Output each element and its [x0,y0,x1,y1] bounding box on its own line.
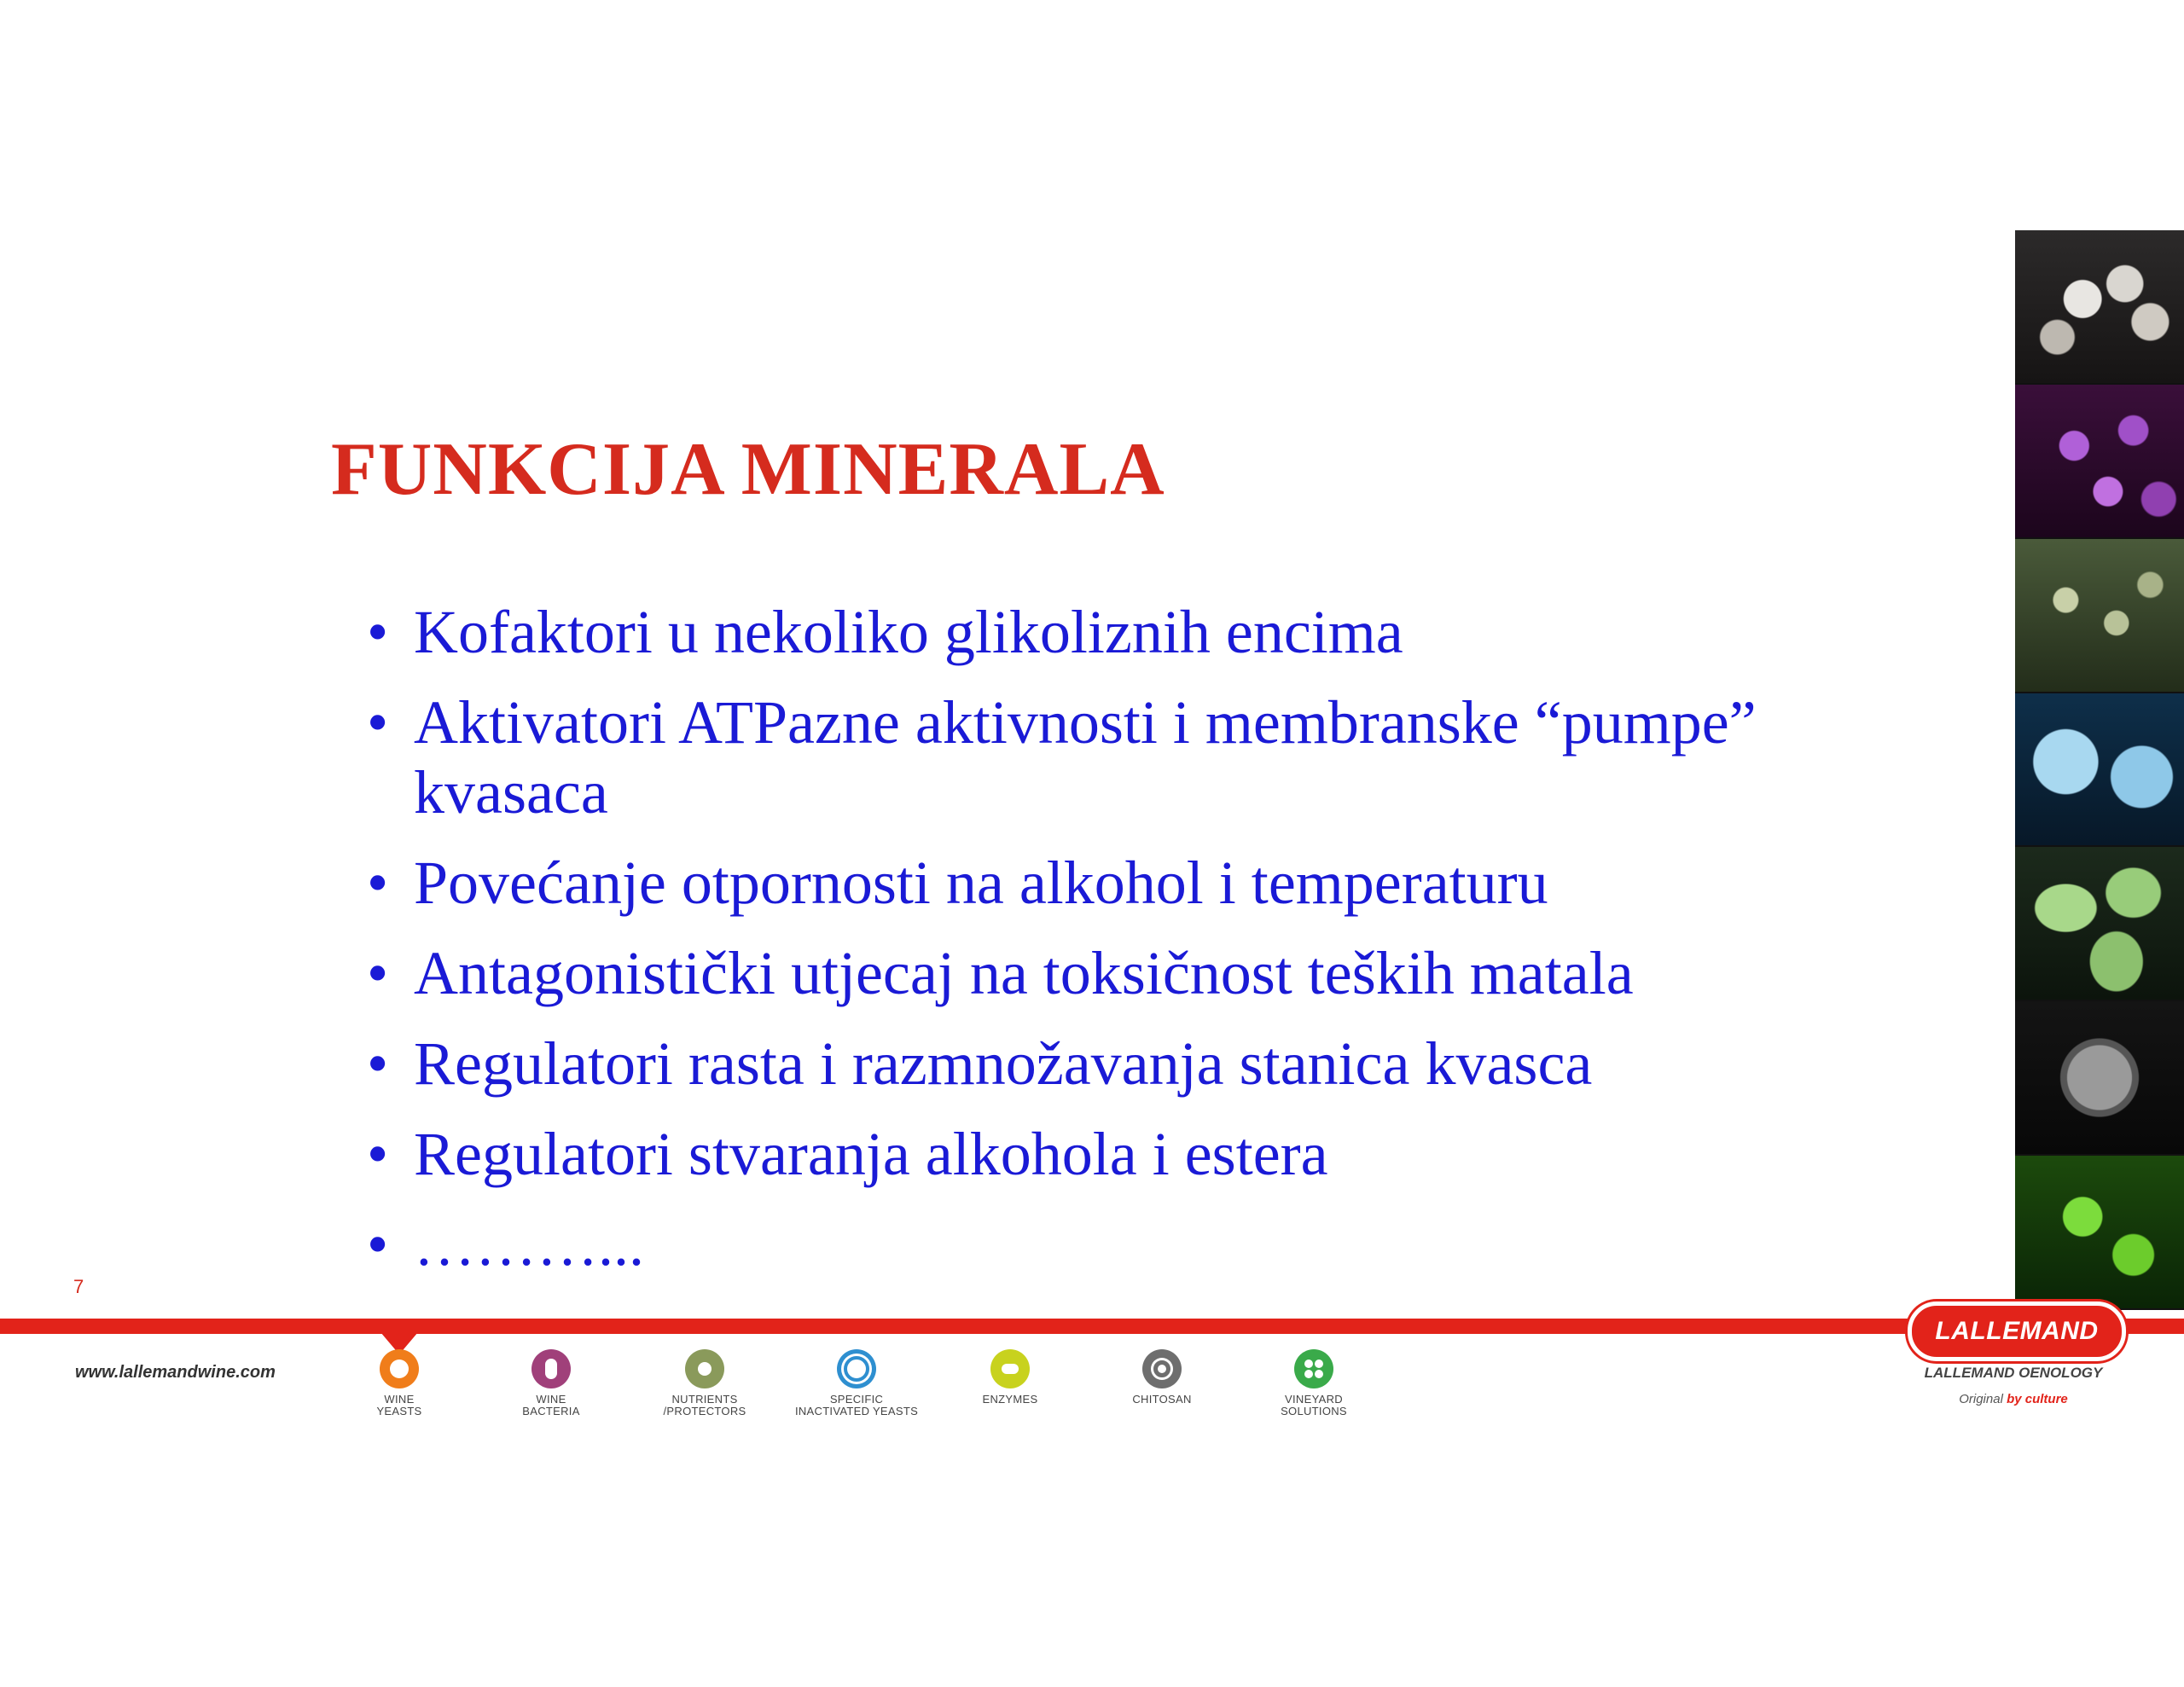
green-leaf-image [2015,1156,2184,1310]
brand-subtitle: LALLEMAND OENOLOGY [1924,1365,2103,1381]
vineyard-icon [1294,1349,1333,1388]
product-wine-bacteria[interactable]: WINE BACTERIA [483,1349,619,1417]
bullet-text: Antagonistički utjecaj na toksičnost teških matala [414,939,1634,1007]
list-item: • Regulatori rasta i razmnožavanja stanica kvasca [367,1029,1593,1098]
yeast-cells-image [2015,230,2184,385]
product-nutrients[interactable]: NUTRIENTS /PROTECTORS [636,1349,773,1417]
bullet-text: Povećanje otpornosti na alkohol i temperaturu [414,849,1548,917]
website-link[interactable]: www.lallemandwine.com [75,1363,276,1382]
list-item: • Kofaktori u nekoliko glikoliznih encima [367,598,1403,666]
list-item: • Antagonistički utjecaj na toksičnost teških matala [367,939,1634,1007]
bullet-text: ………... [414,1210,644,1278]
bullet-text: Aktivatori ATPazne aktivnosti i membranske “pumpe” kvasaca [414,688,1757,826]
lallemand-logo: LALLEMAND [1908,1301,2126,1361]
purple-cells-image [2015,385,2184,539]
blue-cells-image [2015,693,2184,848]
spiky-particle-image [2015,1001,2184,1156]
footer-band [0,1319,2184,1334]
bullet-text: Kofaktori u nekoliko glikoliznih encima [414,598,1403,666]
green-discs-image [2015,847,2184,1001]
nutrients-icon [685,1349,724,1388]
page-number: 7 [73,1276,84,1297]
bullet-text: Regulatori rasta i razmnožavanja stanica kvasca [414,1029,1593,1098]
wine-yeasts-icon [380,1349,419,1388]
product-enzymes[interactable]: ENZYMES [942,1349,1078,1406]
product-wine-yeasts[interactable]: WINE YEASTS [331,1349,468,1417]
product-inactivated-yeasts[interactable]: SPECIFIC INACTIVATED YEASTS [788,1349,925,1417]
bullet-text: Regulatori stvaranja alkohola i estera [414,1120,1328,1188]
enzymes-icon [990,1349,1030,1388]
bullet-list [367,597,1902,1300]
product-chitosan[interactable]: CHITOSAN [1094,1349,1230,1406]
list-item: • Povećanje otpornosti na alkohol i temperaturu [367,849,1548,917]
list-item: • Aktivatori ATPazne aktivnosti i membranske “pumpe” kvasaca [367,688,1757,826]
brand-tagline: Original by culture [1959,1392,2068,1406]
microscopy-image-strip [2015,230,2184,1310]
list-item: • Regulatori stvaranja alkohola i estera [367,1120,1328,1188]
chitosan-icon [1142,1349,1182,1388]
slide-title: FUNKCIJA MINERALA [331,428,1165,511]
inactivated-yeasts-icon [837,1349,876,1388]
product-vineyard[interactable]: VINEYARD SOLUTIONS [1246,1349,1382,1417]
wine-bacteria-icon [531,1349,571,1388]
bacteria-colony-image [2015,539,2184,693]
list-item: • ………... [367,1210,644,1278]
